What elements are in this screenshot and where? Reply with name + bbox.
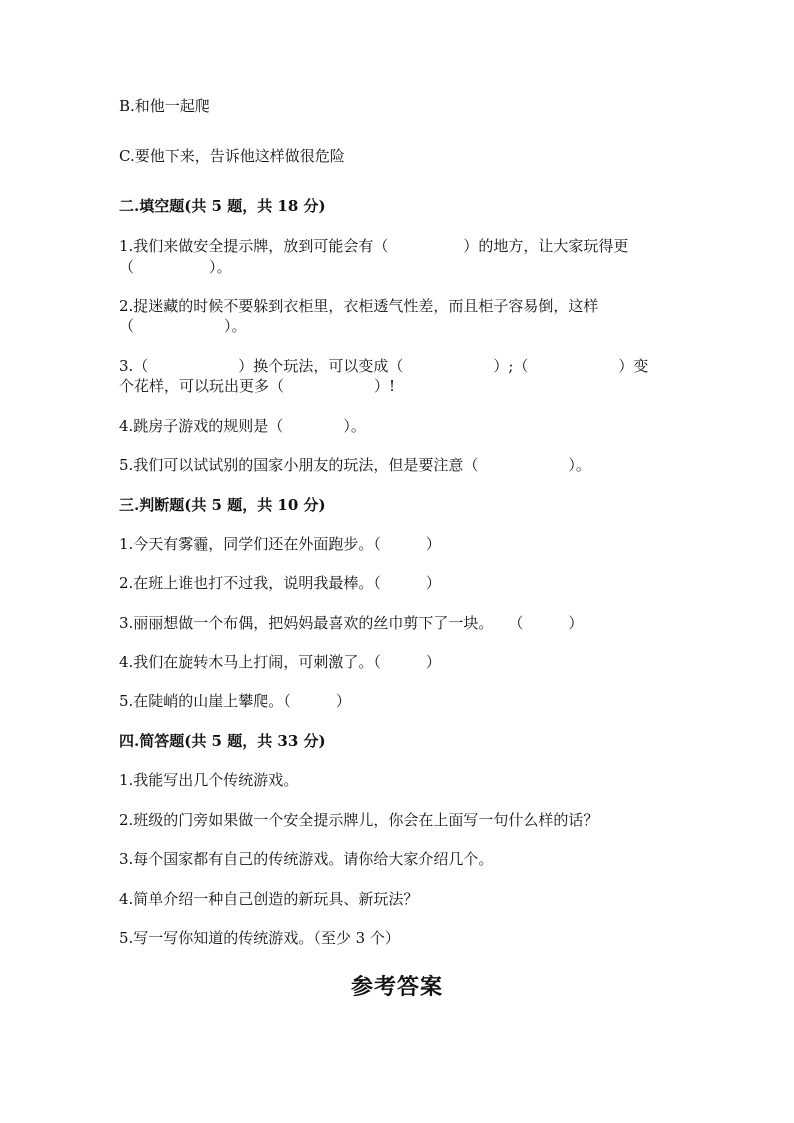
short-answer-q3: 3.每个国家都有自己的传统游戏。请你给大家介绍几个。 <box>119 850 494 868</box>
option-c: C.要他下来，告诉他这样做很危险 <box>119 147 345 165</box>
answer-key-title: 参考答案 <box>350 974 443 1000</box>
judgment-q3: 3.丽丽想做一个布偶，把妈妈最喜欢的丝巾剪下了一块。 （ ） <box>119 614 584 632</box>
fill-blank-q1-line1: 1.我们来做安全提示牌，放到可能会有（ ）的地方，让大家玩得更 <box>119 237 629 255</box>
fill-blank-q2-line2: （ ）。 <box>119 317 247 335</box>
judgment-q4: 4.我们在旋转木马上打闹，可刺激了。（ ） <box>119 653 441 671</box>
option-b: B.和他一起爬 <box>119 97 210 115</box>
fill-blank-q3-line2: 个花样，可以玩出更多（ ）! <box>119 377 396 395</box>
fill-blank-q5: 5.我们可以试试别的国家小朋友的玩法，但是要注意（ ）。 <box>119 456 591 474</box>
judgment-q5: 5.在陡峭的山崖上攀爬。（ ） <box>119 692 351 710</box>
short-answer-section-title: 四.简答题(共 5 题，共 33 分) <box>119 732 326 750</box>
fill-blank-q2-line1: 2.捉迷藏的时候不要躲到衣柜里，衣柜透气性差，而且柜子容易倒，这样 <box>119 297 599 315</box>
judgment-q2: 2.在班上谁也打不过我，说明我最棒。（ ） <box>119 574 441 592</box>
short-answer-q2: 2.班级的门旁如果做一个安全提示牌儿，你会在上面写一句什么样的话？ <box>119 811 599 829</box>
fill-blank-q3-line1: 3.（ ）换个玩法，可以变成（ ）;（ ）变 <box>119 357 649 375</box>
fill-blank-q1-line2: （ ）。 <box>119 258 232 276</box>
judgment-section-title: 三.判断题(共 5 题，共 10 分) <box>119 496 326 514</box>
short-answer-q1: 1.我能写出几个传统游戏。 <box>119 771 299 789</box>
fill-blank-section-title: 二.填空题(共 5 题，共 18 分) <box>119 197 326 215</box>
short-answer-q4: 4.简单介绍一种自己创造的新玩具、新玩法？ <box>119 890 419 908</box>
judgment-q1: 1.今天有雾霾，同学们还在外面跑步。（ ） <box>119 535 441 553</box>
short-answer-q5: 5.写一写你知道的传统游戏。（至少 3 个） <box>119 929 400 947</box>
fill-blank-q4: 4.跳房子游戏的规则是（ ）。 <box>119 417 366 435</box>
